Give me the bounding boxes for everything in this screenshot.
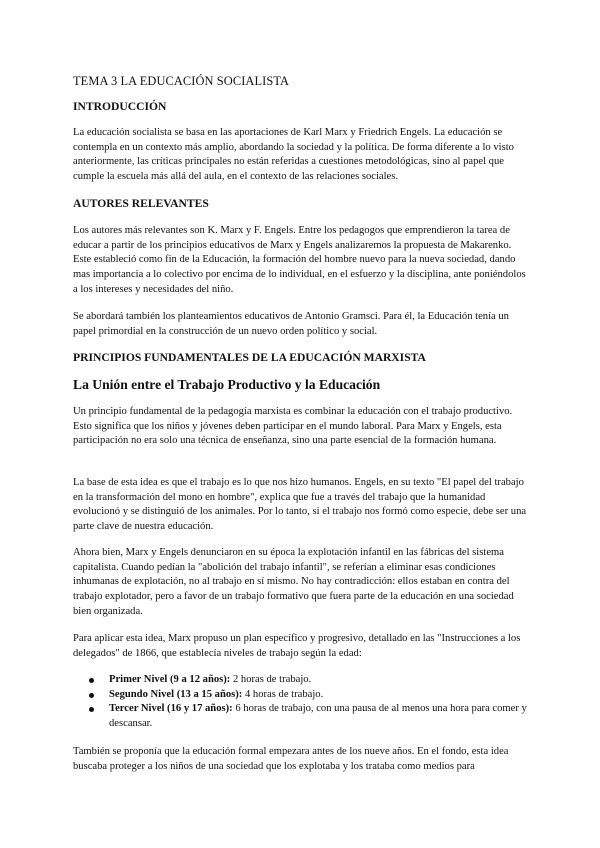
paragraph-autores-2: Se abordará también los planteamientos educativos de Antonio Gramsci. Para él, la Educación tenía un papel primordial en la construcción de un nuevo orden político y social. [73,311,509,337]
bullet-icon [89,678,94,683]
list-item [73,702,529,731]
list-item [73,673,529,688]
level-label: Segundo Nivel (13 a 15 años): [109,688,243,700]
paragraph-autores-1: Los autores más relevantes son K. Marx y F. Engels. Entre los pedagogos que emprendieron la tarea de educar a partir de los principios educativos de Marx y Engels analizaremos la propuesta de Makarenko. Este estableció como fin de la Educación, la formación del hombre nuevo para la nueva sociedad, dando mas importancia a lo colectivo por encima de lo individual, en el esfuerzo y la disciplina, ante poniéndolos a los intereses y necesidades del niño. [73,225,526,295]
paragraph-principios-2: La base de esta idea es que el trabajo es lo que nos hizo humanos. Engels, en su texto "El papel del trabajo en la transformación del mono en hombre", explica que fue a través del trabajo que la humanidad evolucionó y se distinguió de los animales. Por lo tanto, si el trabajo nos formó como especie, debe ser una parte clave de nuestra educación. [73,477,527,533]
paragraph-principios-5: También se proponía que la educación formal empezara antes de los nueve años. En el fondo, esta idea buscaba proteger a los niños de una sociedad que los explotaba y los trataba como medios para [73,746,509,772]
heading-autores: AUTORES RELEVANTES [73,197,209,210]
list-item [73,688,529,703]
paragraph-principios-1: Un principio fundamental de la pedagogía marxista es combinar la educación con el trabajo productivo. Esto significa que los niños y jóvenes deben participar en el mundo laboral. Para Marx y Engels, esta participación no era solo una técnica de enseñanza, sino una parte esencial de la formación humana. [73,406,513,447]
paragraph-principios-3: Ahora bien, Marx y Engels denunciaron en su época la explotación infantil en las fábricas del sistema capitalista. Cuando pedían la "abolición del trabajo infantil", se referían a eliminar esas condiciones inhumanas de explotación, no al trabajo en sí mismo. No hay contradicción: ellos estaban en contra del trabajo explotador, pero a favor de un trabajo formativo que fuera parte de la educación en una sociedad bien organizada. [73,547,514,617]
paragraph-introduccion-1: La educación socialista se basa en las aportaciones de Karl Marx y Friedrich Engels. La educación se contempla en un contexto más amplio, abordando la sociedad y la política. De forma diferente a lo visto anteriormente, las críticas principales no están referidas a cuestiones metodológicas, sino al papel que cumple la escuela más allá del aula, en el contexto de las relaciones sociales. [73,127,514,183]
level-text: 6 horas de trabajo, con una pausa de al menos una hora para comer y descansar. [109,703,527,730]
heading-principios: PRINCIPIOS FUNDAMENTALES DE LA EDUCACIÓN MARXISTA [73,351,426,364]
level-text: 4 horas de trabajo. [242,688,324,700]
heading-introduccion: INTRODUCCIÓN [73,100,167,113]
level-label: Tercer Nivel (16 y 17 años): [109,703,233,715]
paragraph-principios-4: Para aplicar esta idea, Marx propuso un plan específico y progresivo, detallado en las "Instrucciones a los delegados" de 1866, que establecía niveles de trabajo según la edad: [73,633,521,659]
bullet-icon [89,693,94,698]
level-label: Primer Nivel (9 a 12 años): [109,674,231,685]
document-title: TEMA 3 LA EDUCACIÓN SOCIALISTA [73,74,290,88]
work-levels-list [73,673,529,732]
level-text: 2 horas de trabajo. [230,674,312,685]
bullet-icon [89,707,94,712]
subheading-union-trabajo-educacion: La Unión entre el Trabajo Productivo y la Educación [73,377,381,392]
